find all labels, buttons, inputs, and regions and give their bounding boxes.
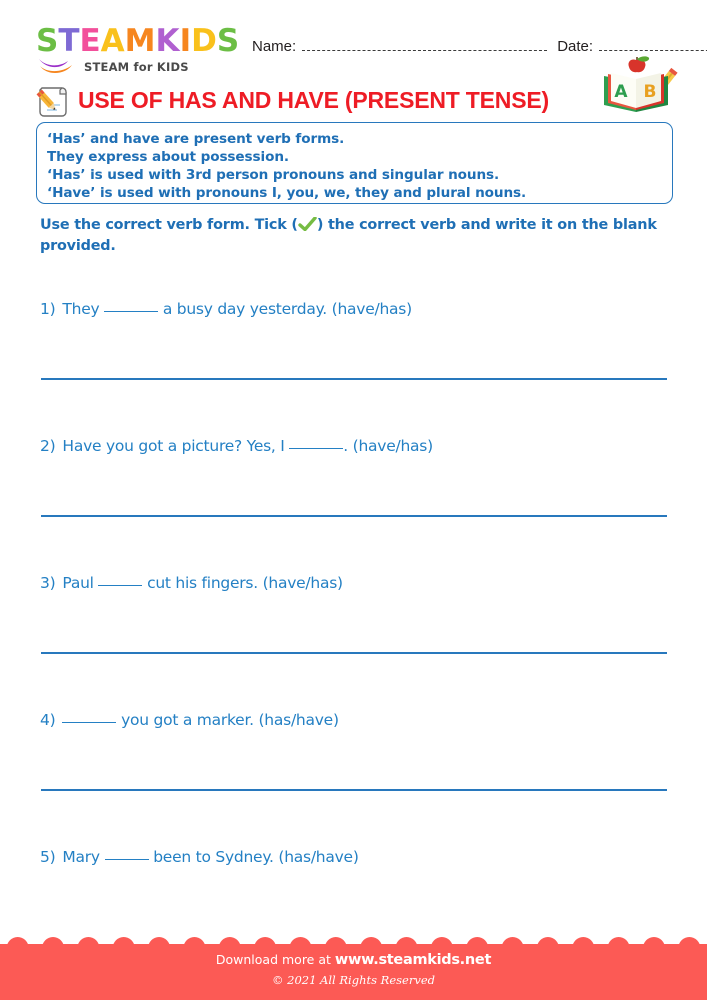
swoosh-icon: [38, 57, 78, 74]
logo-letter: E: [79, 23, 101, 59]
logo-letter: D: [191, 23, 217, 59]
answer-blank[interactable]: [62, 711, 116, 723]
logo-tagline: STEAM for KIDS: [84, 60, 189, 74]
question-text: [40, 437, 433, 455]
question-item: [0, 437, 707, 574]
question-item: [0, 574, 707, 711]
svg-text:A: A: [614, 82, 628, 102]
question-number: 1): [40, 300, 56, 318]
logo-letter: S: [216, 23, 240, 59]
logo-letter: T: [58, 23, 80, 59]
steam-kids-logo: [36, 23, 240, 75]
instruction-part-1: Use the correct verb form. Tick (: [40, 217, 298, 233]
instruction-text: [40, 215, 680, 257]
rule-line: ‘Have’ is used with pronouns I, you, we, they and plural nouns.: [47, 185, 527, 201]
answer-write-line[interactable]: [41, 652, 667, 654]
abc-book-icon: [598, 56, 680, 118]
question-before-blank: Paul: [62, 574, 94, 592]
question-text: [40, 711, 339, 729]
footer-download-text: [0, 952, 707, 968]
name-input-line[interactable]: [302, 40, 547, 51]
website-link[interactable]: www.steamkids.net: [334, 952, 492, 968]
answer-write-line[interactable]: [41, 378, 667, 380]
question-after-blank: been to Sydney. (has/have): [153, 848, 359, 866]
page-footer: [0, 932, 707, 1000]
pencil-note-icon: [34, 82, 74, 120]
answer-blank[interactable]: [104, 300, 158, 312]
question-text: [40, 300, 412, 318]
question-item: [0, 300, 707, 437]
question-item: [0, 711, 707, 848]
footer-copyright: © 2021 All Rights Reserved: [271, 973, 435, 987]
download-prefix: Download more at: [215, 952, 331, 967]
question-before-blank: Have you got a picture? Yes, I: [62, 437, 285, 455]
date-label: Date:: [557, 38, 594, 55]
logo-subtitle-row: [36, 59, 226, 75]
question-number: 2): [40, 437, 56, 455]
question-after-blank: . (have/has): [343, 437, 433, 455]
logo-letter: K: [155, 23, 180, 59]
question-text: [40, 848, 359, 866]
rule-line: ‘Has’ is used with 3rd person pronouns and singular nouns.: [47, 167, 500, 183]
questions-list: [0, 300, 707, 985]
page-title: USE OF HAS AND HAVE (PRESENT TENSE): [78, 87, 549, 113]
question-text: [40, 574, 343, 592]
question-number: 3): [40, 574, 56, 592]
question-after-blank: cut his fingers. (have/has): [147, 574, 343, 592]
name-label: Name:: [252, 38, 297, 55]
instruction-part-2: ) the correct verb and write it on the blank provided.: [40, 217, 657, 254]
checkmark-icon: [298, 217, 317, 231]
rule-line: ‘Has’ and have are present verb forms.: [47, 131, 345, 147]
answer-blank[interactable]: [98, 574, 142, 586]
question-before-blank: Mary: [62, 848, 100, 866]
svg-text:B: B: [643, 82, 657, 102]
answer-blank[interactable]: [289, 437, 343, 449]
logo-letter: A: [100, 23, 125, 59]
rule-line: They express about possession.: [47, 149, 289, 165]
question-before-blank: They: [62, 300, 100, 318]
logo-letter: I: [179, 23, 192, 59]
logo-letter: S: [36, 23, 59, 59]
answer-write-line[interactable]: [41, 515, 667, 517]
logo-wordmark: [36, 23, 240, 59]
answer-write-line[interactable]: [41, 789, 667, 791]
question-after-blank: you got a marker. (has/have): [121, 711, 339, 729]
logo-letter: M: [124, 23, 156, 59]
question-after-blank: a busy day yesterday. (have/has): [162, 300, 412, 318]
rules-info-box: [36, 122, 673, 204]
answer-blank[interactable]: [105, 848, 149, 860]
question-number: 5): [40, 848, 56, 866]
name-date-row: [252, 38, 682, 55]
date-input-line[interactable]: [599, 40, 707, 51]
question-number: 4): [40, 711, 56, 729]
